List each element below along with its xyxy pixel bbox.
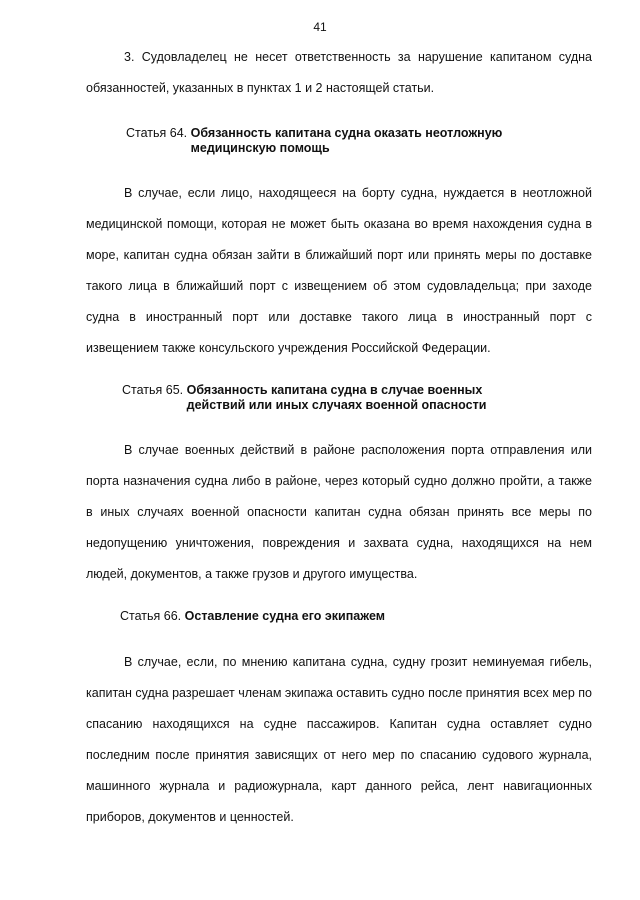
article-65-title-line-2: действий или иных случаях военной опасности [186, 398, 487, 412]
article-64-title-line-2: медицинскую помощь [190, 141, 330, 155]
article-64-title [191, 126, 503, 156]
article-64-heading [126, 126, 502, 156]
paragraph-article63-item3: 3. Судовладелец не несет ответственность за нарушение капитаном судна обязанностей, указанных в пунктах 1 и 2 настоящей статьи. [86, 50, 592, 95]
article-65-title-line-1: Обязанность капитана судна в случае военных [186, 383, 483, 397]
article-66-title [185, 609, 385, 624]
article-64-title-line-1: Обязанность капитана судна оказать неотложную [190, 126, 503, 140]
paragraph-article66-body: В случае, если, по мнению капитана судна, судну грозит неминуемая гибель, капитан судна разрешает членам экипажа оставить судно после принятия всех мер по спасанию находящихся на судне пассажиров. Капитан судна оставляет судно последним после принятия зависящих от него мер по спасанию судового журнала, машинного журнала и радиожурнала, карт данного рейса, лент навигационных приборов, документов и ценностей. [86, 655, 592, 824]
article-65-title [187, 383, 487, 413]
paragraph-article65-body: В случае военных действий в районе расположения порта отправления или порта назначения судна либо в районе, через который судно должно пройти, а также в иных случаях военной опасности капитан судна обязан принять все меры по недопущению уничтожения, повреждения и захвата судна, находящихся на нем людей, документов, а также грузов и другого имущества. [86, 443, 592, 581]
page-number: 41 [313, 20, 327, 34]
paragraph-article64-body: В случае, если лицо, находящееся на борту судна, нуждается в неотложной медицинской помощи, которая не может быть оказана во время нахождения судна в море, капитан судна обязан зайти в ближайший порт или принять меры по доставке такого лица в ближайший порт с извещением об этом судовладельца; при заходе судна в иностранный порт или доставке такого лица в иностранный порт с извещением также консульского учреждения Российской Федерации. [86, 186, 592, 355]
article-66-title-line-1: Оставление судна его экипажем [184, 609, 385, 623]
article-66-label: Статья 66. [120, 609, 182, 623]
article-64-label: Статья 64. [126, 126, 188, 140]
article-65-heading [122, 383, 486, 413]
article-66-heading [120, 609, 385, 624]
article-65-label: Статья 65. [122, 383, 184, 397]
